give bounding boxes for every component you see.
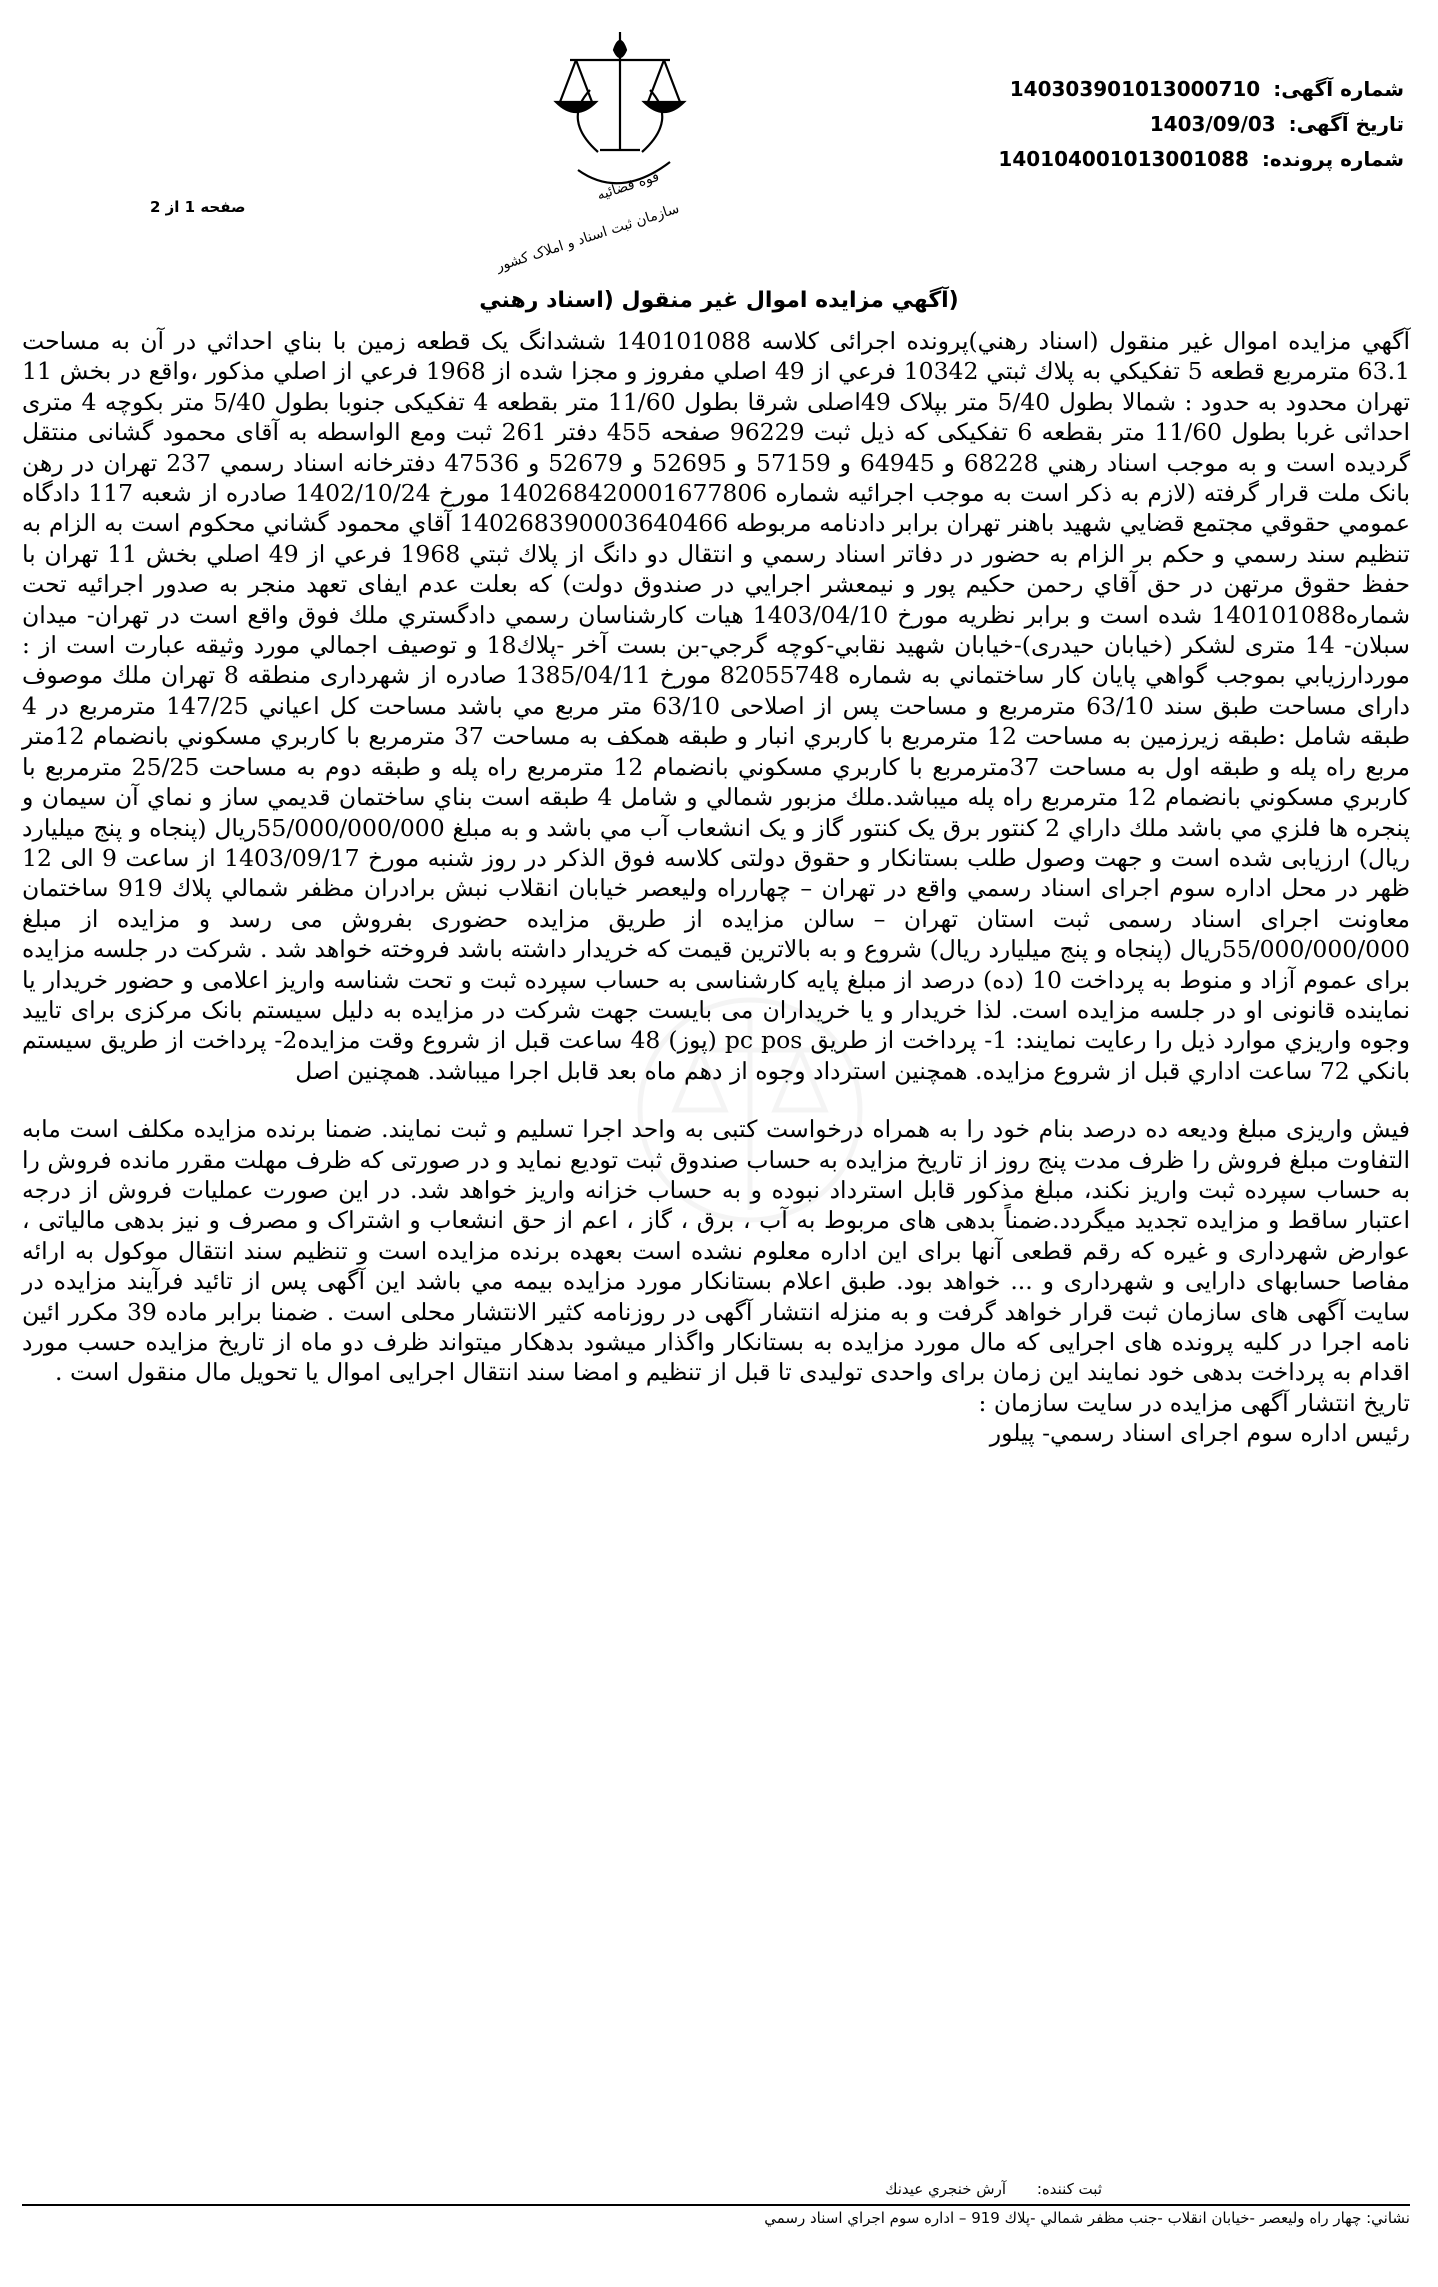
case-number-row <box>804 142 1404 177</box>
notice-number: 140303901013000710 <box>1009 77 1261 101</box>
org-line1: قوه قضائیه <box>595 168 662 204</box>
case-number-label: شماره پرونده: <box>1261 147 1404 171</box>
registrar-label: ثبت كننده: <box>1036 2180 1102 2198</box>
notice-date-row <box>804 107 1404 142</box>
judiciary-emblem-logo <box>494 20 710 275</box>
page-indicator: صفحه 1 از 2 <box>150 198 246 216</box>
signatory: رئيس اداره سوم اجرای اسناد رسمي- پيلور <box>989 1419 1410 1448</box>
registrar-row <box>22 2180 1410 2204</box>
notice-paragraph-2: فيش واريزی مبلغ وديعه ده درصد بنام خود را به همراه درخواست كتبی به واحد اجرا تسليم و ثبت نمايند. ضمنا برنده مزايده مكلف است مابه التفاوت مبلغ فروش را ظرف مدت پنج روز از تاريخ مزايده به حساب صندوق ثبت توديع نمايد و در صورتی كه ظرف مهلت مقرر مانده فروش را به حساب سپرده ثبت واريز نكند، مبلغ مذكور قابل استرداد نبوده و به حساب خزانه واريز خواهد شد. در اين صورت عمليات فروش از درجه اعتبار ساقط و مزايده تجديد ميگردد.ضمناً بدهی های مربوط به آب ، برق ، گاز ، اعم از حق انشعاب و اشتراک و مصرف و نيز بدهی مالياتی ، عوارض شهرداری و غيره كه رقم قطعی آنها برای اين اداره معلوم نشده است بعهده برنده مزايده است و تنظيم سند انتقال موكول به ارائه مفاصا حسابهای دارايی و شهرداری و ... خواهد بود. طبق اعلام بستانكار مورد مزايده بيمه مي باشد اين آگهی پس از تائيد فرآيند مزايده در سايت آگهی های سازمان ثبت قرار خواهد گرفت و به منزله انتشار آگهی در روزنامه كثير الانتشار محلی است . ضمنا برابر ماده 39 مكرر ائين نامه اجرا در كليه پرونده های اجرايی كه مال مورد مزايده به بستانكار واگذار ميشود بدهكار ميتواند ظرف دو ماه از تاريخ مزايده حسب مورد اقدام به پرداخت بدهی خود نمايند اين زمان برای واحدی توليدی تا قبل از تنظيم و امضا سند انتقال اجرايی اموال يا تحويل مال منقول است . <box>22 1115 1411 1387</box>
page-title: (آگهي مزايده اموال غير منقول (اسناد رهني <box>479 288 959 313</box>
notice-number-label: شماره آگهی: <box>1273 77 1404 101</box>
notice-date-label: تاریخ آگهی: <box>1288 112 1404 136</box>
footer <box>22 2180 1410 2227</box>
footer-address: نشاني: چهار راه وليعصر -خيابان انقلاب -جنب مظفر شمالي -پلاك 919 – اداره سوم اجراي اسناد رسمي <box>764 2209 1410 2227</box>
notice-meta <box>804 72 1404 177</box>
notice-number-row <box>804 72 1404 107</box>
org-line2: سازمان ثبت اسناد و املاک کشور <box>494 200 682 275</box>
registrar-name: آرش خنجري عيدنك <box>885 2180 1007 2198</box>
publication-line: تاريخ انتشار آگهی مزايده در سايت سازمان : <box>978 1388 1410 1417</box>
footer-divider <box>22 2204 1410 2206</box>
notice-paragraph-1: آگهي مزايده اموال غير منقول (اسناد رهني)پرونده اجرائی كلاسه 140101088 ششدانگ يک قطعه زمين با بناي احداثي در آن به مساحت 63.1 مترمربع قطعه 5 تفكيكي به پلاك ثبتي 10342 فرعي از 49 اصلي مفروز و مجزا شده از 1968 فرعي از اصلي مذكور ،واقع در بخش 11 تهران محدود به حدود : شمالا بطول 5/40 متر بپلاک 49اصلی شرقا بطول 11/60 متر بقطعه 4 تفکیکی جنوبا بطول 5/40 متر بکوچه 4 متری احداثی غربا بطول 11/60 متر بقطعه 6 تفکیکی که ذیل ثبت 96229 صفحه 455 دفتر 261 ثبت ومع الواسطه به آقای محمود گشانی منتقل گرديده است و به موجب اسناد رهني 68228 و 64945 و 57159 و 52695 و 52679 و 47536 دفترخانه اسناد رسمي 237 تهران در رهن بانک ملت قرار گرفته (لازم به ذكر است به موجب اجرائيه شماره 140268420001677806 مورخ 1402/10/24 صادره از شعبه 117 دادگاه عمومي حقوقي مجتمع قضايي شهيد باهنر تهران برابر دادنامه مربوطه 140268390003640466 آقاي محمود گشاني محكوم است به الزام به تنظيم سند رسمي و حكم بر الزام به حضور در دفاتر اسناد رسمي و انتقال دو دانگ از پلاك ثبتي 1968 فرعي از 49 اصلي بخش 11 تهران با حفظ حقوق مرتهن در حق آقاي رحمن حكيم پور و نيمعشر اجرايي در صندوق دولت) كه بعلت عدم ايفای تعهد منجر به صدور اجرائيه تحت شماره140101088 شده است و برابر نظريه مورخ 1403/04/10 هيات كارشناسان رسمي دادگستري ملك فوق واقع است در تهران- ميدان سبلان- 14 متری لشكر (خيابان حيدری)-خيابان شهيد نقابي-كوچه گرجي-بن بست آخر -پلاك18 و توصيف اجمالي مورد وثيقه عبارت است از : موردارزيابي بموجب گواهي پايان كار ساختماني به شماره 82055748 مورخ 1385/04/11 صادره از شهرداری منطقه 8 تهران ملك موصوف دارای مساحت طبق سند 63/10 مترمربع و مساحت پس از اصلاحی 63/10 متر مربع مي باشد مساحت كل اعياني 147/25 مترمربع در 4 طبقه شامل :طبقه زيرزمين به مساحت 12 مترمربع با كاربري انبار و طبقه همكف به مساحت 37 مترمربع با كاربري مسكوني بانضمام 12متر مربع راه پله و طبقه اول به مساحت 37مترمربع با كاربري مسكوني بانضمام 12 مترمربع راه پله و طبقه دوم به مساحت 25/25 مترمربع با كاربري مسكوني بانضمام 12 مترمربع راه پله ميباشد.ملك مزبور شمالي و شامل 4 طبقه است بناي ساختمان قديمي ساز و نماي آن سيمان و پنجره ها فلزي مي باشد ملك داراي 2 كنتور برق يک كنتور گاز و يک انشعاب آب مي باشد و به مبلغ 55/000/000/000ريال (پنجاه و پنج ميليارد ريال) ارزيابی شده است و جهت وصول طلب بستانكار و حقوق دولتی كلاسه فوق الذكر در روز شنبه مورخ 1403/09/17 از ساعت 9 الی 12 ظهر در محل اداره سوم اجرای اسناد رسمي واقع در تهران – چهارراه وليعصر خيابان انقلاب نبش برادران مظفر شمالي پلاك 919 ساختمان معاونت اجرای اسناد رسمی ثبت استان تهران – سالن مزايده از طريق مزايده حضوری بفروش می رسد و مزايده از مبلغ 55/000/000/000ريال (پنجاه و پنج ميليارد ريال) شروع و به بالاترين قيمت كه خريدار داشته باشد فروخته خواهد شد . شركت در جلسه مزايده برای عموم آزاد و منوط به پرداخت 10 (ده) درصد از مبلغ پايه كارشناسی به حساب سپرده ثبت و تحت شناسه واريز اعلامی و حضور خريدار يا نماينده قانونی او در جلسه مزايده است. لذا خريدار و يا خريداران می بايست جهت شركت در مزايده به دليل سيستم بانک مركزی برای تاييد وجوه واريزي موارد ذيل را رعايت نمايند: 1- پرداخت از طريق pc pos (پوز) 48 ساعت قبل از شروع وقت مزايده2- پرداخت از طريق سيستم بانكي 72 ساعت اداري قبل از شروع مزايده. همچنين استرداد وجوه از دهم ماه بعد قابل اجرا ميباشد. همچنين اصل <box>22 327 1411 1085</box>
notice-body <box>22 326 1410 1449</box>
case-number: 140104001013001088 <box>998 147 1249 171</box>
notice-date: 1403/09/03 <box>1149 112 1276 136</box>
